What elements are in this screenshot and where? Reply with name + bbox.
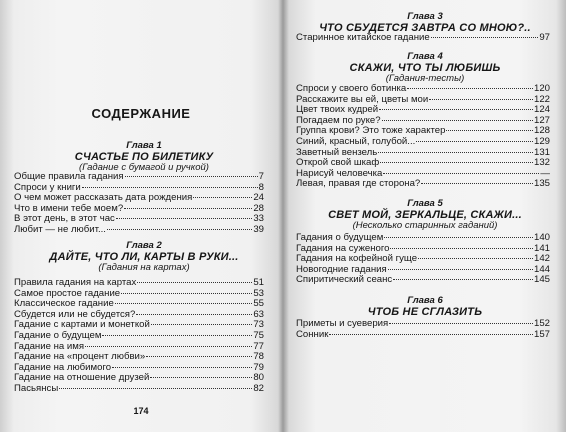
dot-leader	[429, 99, 533, 100]
toc-entry-page: 79	[253, 361, 264, 373]
dot-leader	[378, 152, 533, 153]
toc-entry-page: 124	[533, 104, 550, 116]
chapter-subtitle: (Несколько старинных гаданий)	[352, 220, 498, 231]
dot-leader	[150, 377, 252, 378]
dot-leader	[102, 335, 252, 336]
toc-entry-page: 77	[253, 340, 264, 352]
toc-entry-title: Спроси у книги	[14, 181, 81, 193]
toc-list	[296, 33, 550, 44]
toc-entry	[296, 233, 550, 244]
toc-entry-page: 140	[533, 232, 550, 243]
toc-entry-title: В этот день, в этот час	[14, 213, 115, 225]
toc-entry-page: 152	[533, 318, 550, 329]
toc-entry-page: 141	[533, 242, 550, 254]
dot-leader	[137, 282, 252, 283]
chapter-header	[298, 296, 552, 318]
toc-list	[14, 172, 264, 236]
chapter-header	[298, 199, 552, 231]
dot-leader	[124, 208, 252, 209]
dot-leader	[115, 303, 253, 304]
toc-entry-title: Сбудется или не сбудется?	[14, 308, 136, 320]
chapter-subtitle: (Гадания-тесты)	[385, 73, 465, 84]
toc-entry	[14, 331, 264, 342]
page-number: 174	[133, 406, 149, 416]
chapter-number: Глава 5	[407, 198, 443, 209]
toc-entry-page: 127	[533, 114, 550, 126]
toc-entry-title: Цвет твоих кудрей	[296, 104, 379, 116]
chapter-header	[298, 52, 552, 84]
toc-entry-page: 78	[253, 351, 264, 363]
toc-entry-title: Пасьянсы	[14, 382, 59, 394]
dot-leader	[382, 120, 533, 121]
toc-entry-title: Гадание на имя	[14, 340, 85, 352]
chapter-title: ДАЙТЕ, ЧТО ЛИ, КАРТЫ В РУКИ...	[49, 251, 239, 263]
chapter-number: Глава 4	[407, 51, 443, 62]
toc-entry	[14, 225, 264, 236]
toc-entry	[296, 275, 550, 286]
dot-leader	[389, 323, 533, 324]
toc-entry	[296, 137, 550, 148]
toc-entry	[296, 179, 550, 190]
toc-entry-title: Что в имени тебе моем?	[14, 202, 124, 214]
dot-leader	[136, 314, 252, 315]
toc-entry-title: Синий, красный, голубой...	[296, 135, 416, 147]
toc-entry-page: 75	[253, 329, 264, 341]
chapter-number: Глава 1	[126, 140, 162, 151]
toc-entry-title: Гадания на кофейной гуще	[296, 253, 418, 265]
chapter-title: СЧАСТЬЕ ПО БИЛЕТИКУ	[74, 151, 214, 163]
toc-entry-title: Заветный вензель	[296, 146, 378, 158]
toc-entry-title: Общие правила гадания	[14, 171, 124, 182]
toc-entry-page: 82	[253, 382, 264, 394]
toc-entry-page: 24	[253, 192, 264, 204]
left-page	[0, 0, 282, 432]
toc-entry-page: 132	[533, 157, 550, 169]
dot-leader	[85, 346, 252, 347]
dot-leader	[82, 187, 258, 188]
dot-leader	[193, 197, 252, 198]
chapter-header	[18, 241, 270, 273]
dot-leader	[393, 279, 533, 280]
toc-entry-page: 80	[253, 372, 264, 384]
toc-entry-page: 142	[533, 253, 550, 265]
toc-entry-title: Самое простое гадание	[14, 287, 121, 299]
dot-leader	[388, 269, 533, 270]
toc-entry-page: 39	[253, 223, 264, 235]
toc-entry-title: Группа крови? Это тоже характер	[296, 125, 446, 137]
toc-entry-title: Приметы и суеверия	[296, 318, 389, 329]
toc-list	[296, 319, 550, 340]
chapter-subtitle: (Гадание с бумагой и ручкой)	[79, 162, 209, 173]
dot-leader	[431, 37, 539, 38]
dot-leader	[121, 293, 252, 294]
toc-entry-title: Любит — не любит...	[14, 223, 106, 235]
toc-entry-page: 63	[253, 308, 264, 320]
toc-entry-title: Гадание на любимого	[14, 361, 112, 373]
dot-leader	[383, 173, 539, 174]
toc-entry-title: О чем может рассказать дата рождения	[14, 192, 193, 204]
toc-entry-title: Спиритический сеанс	[296, 274, 393, 286]
toc-entry-page: 53	[253, 287, 264, 299]
chapter-title: ЧТО СБУДЕТСЯ ЗАВТРА СО МНОЮ?..	[319, 22, 531, 34]
toc-entry-page: 129	[533, 135, 550, 147]
right-page	[284, 0, 566, 432]
toc-entry-title: Гадания на суженого	[296, 242, 390, 254]
toc-entry	[296, 330, 550, 341]
dot-leader	[421, 183, 533, 184]
toc-entry-page: 8	[258, 181, 264, 193]
toc-entry-page: 7	[258, 171, 264, 182]
chapter-number: Глава 3	[407, 11, 443, 22]
toc-entry	[296, 84, 550, 95]
toc-entry-page: 144	[533, 263, 550, 275]
chapter-title: ЧТОБ НЕ СГЛАЗИТЬ	[367, 306, 483, 318]
toc-entry-title: Гадание с картами и монеткой	[14, 319, 150, 331]
toc-entry	[14, 384, 264, 395]
toc-entry-page: 131	[533, 146, 550, 158]
dot-leader	[125, 176, 258, 177]
dot-leader	[112, 367, 252, 368]
dot-leader	[116, 218, 253, 219]
toc-list	[296, 233, 550, 286]
toc-entry-title: Правила гадания на картах	[14, 277, 137, 288]
toc-entry-page: 128	[533, 125, 550, 137]
chapter-title: СКАЖИ, ЧТО ТЫ ЛЮБИШЬ	[349, 62, 501, 74]
dot-leader	[151, 324, 253, 325]
toc-entry-page: 120	[533, 83, 550, 94]
toc-entry-title: Гадания о будущем	[296, 232, 384, 243]
dot-leader	[416, 141, 533, 142]
dot-leader	[446, 130, 533, 131]
toc-entry	[14, 172, 264, 183]
toc-entry-title: Новогодние гадания	[296, 263, 387, 275]
toc-entry-title: Сонник	[296, 328, 329, 340]
toc-entry-page: 33	[253, 213, 264, 225]
dot-leader	[329, 334, 533, 335]
toc-entry-title: Спроси у своего ботинка	[296, 83, 407, 94]
chapter-header	[18, 141, 270, 173]
toc-entry-page: 55	[253, 298, 264, 310]
toc-entry	[296, 319, 550, 330]
dot-leader	[146, 356, 252, 357]
toc-entry-title: Нарисуй человечка	[296, 167, 383, 179]
chapter-title: СВЕТ МОЙ, ЗЕРКАЛЬЦЕ, СКАЖИ...	[328, 209, 522, 221]
toc-entry-page: 51	[253, 277, 264, 288]
toc-heading: СОДЕРЖАНИЕ	[91, 106, 191, 121]
chapter-subtitle: (Гадания на картах)	[98, 262, 190, 273]
toc-list	[296, 84, 550, 190]
toc-entry-page: 135	[533, 178, 550, 190]
toc-entry-page: 28	[253, 202, 264, 214]
chapter-number: Глава 6	[407, 295, 443, 306]
toc-entry-title: Расскажите вы ей, цветы мои	[296, 93, 429, 105]
toc-entry-page: —	[540, 167, 550, 179]
toc-entry-title: Открой свой шкаф	[296, 157, 380, 169]
toc-entry-title: Старинное китайское гадание	[296, 32, 430, 43]
toc-entry-page: 97	[539, 32, 550, 43]
toc-entry-title: Классическое гадание	[14, 298, 114, 310]
toc-entry-title: Гадание на «процент любви»	[14, 351, 146, 363]
dot-leader	[380, 162, 533, 163]
dot-leader	[59, 388, 252, 389]
chapter-number: Глава 2	[126, 240, 162, 251]
toc-entry-title: Гадание о будущем	[14, 329, 102, 341]
toc-entry-title: Гадание на отношение друзей	[14, 372, 150, 384]
toc-entry-title: Погадаем по руке?	[296, 114, 381, 126]
chapter-header	[298, 12, 552, 34]
dot-leader	[390, 248, 533, 249]
dot-leader	[107, 229, 252, 230]
toc-entry-page: 122	[533, 93, 550, 105]
toc-entry-page: 73	[253, 319, 264, 331]
toc-entry-page: 157	[533, 328, 550, 340]
toc-entry-title: Левая, правая где сторона?	[296, 178, 421, 190]
dot-leader	[384, 237, 533, 238]
toc-entry	[14, 278, 264, 289]
toc-entry	[296, 33, 550, 44]
toc-entry-page: 145	[533, 274, 550, 286]
dot-leader	[407, 88, 533, 89]
dot-leader	[379, 109, 533, 110]
toc-list	[14, 278, 264, 395]
dot-leader	[418, 258, 533, 259]
